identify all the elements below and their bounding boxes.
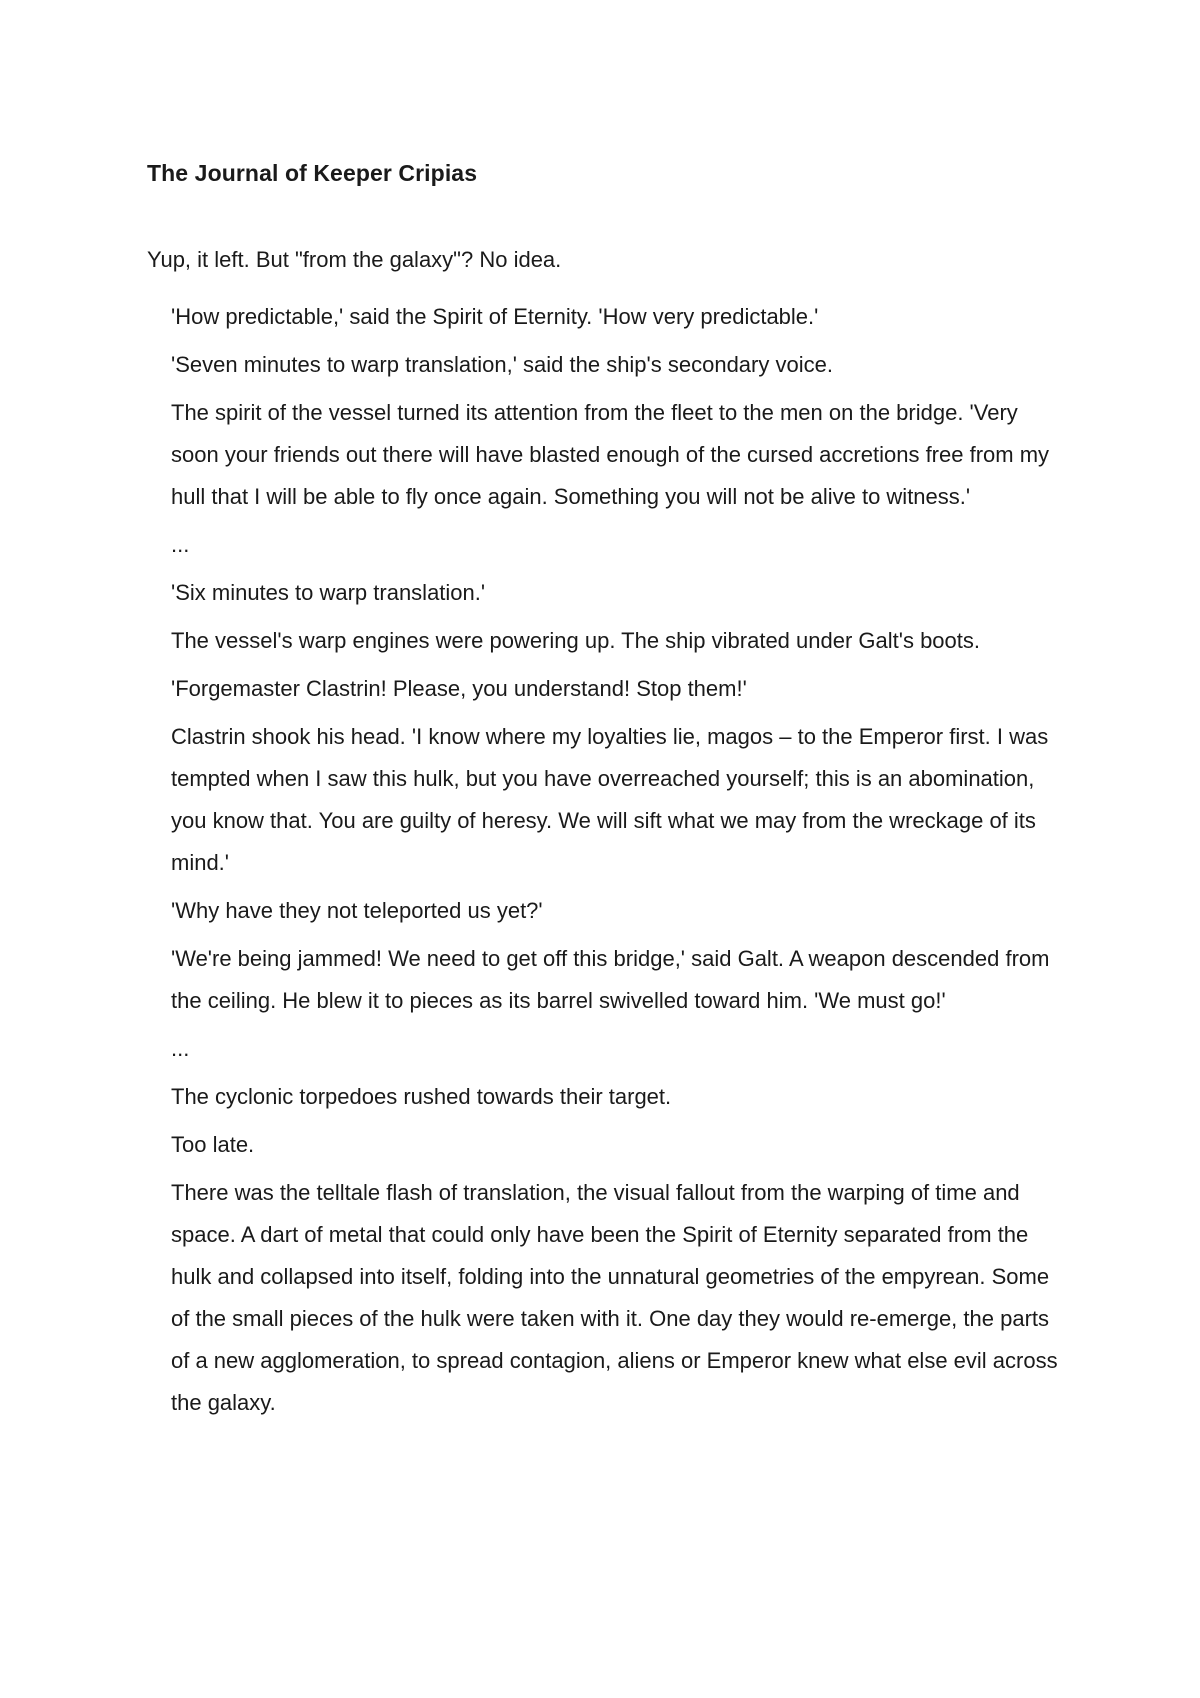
story-paragraph: 'Six minutes to warp translation.' xyxy=(171,580,486,605)
story-paragraph: The spirit of the vessel turned its attention from the fleet to the men on the bridge. 'Very soon your friends out there will have blasted enough of the cursed accretions free from my hull that I will be able to fly once again. Something you will not be alive to witness.' xyxy=(171,400,1050,509)
story-body xyxy=(171,296,1071,1430)
story-paragraph: 'How predictable,' said the Spirit of Eternity. 'How very predictable.' xyxy=(171,304,819,329)
story-paragraph: 'Why have they not teleported us yet?' xyxy=(171,898,543,923)
story-paragraph: The vessel's warp engines were powering up. The ship vibrated under Galt's boots. xyxy=(171,628,980,653)
story-paragraph: 'Forgemaster Clastrin! Please, you understand! Stop them!' xyxy=(171,676,747,701)
story-paragraph: Too late. xyxy=(171,1132,255,1157)
story-paragraph: 'Seven minutes to warp translation,' said the ship's secondary voice. xyxy=(171,352,833,377)
story-paragraph: 'We're being jammed! We need to get off this bridge,' said Galt. A weapon descended from the ceiling. He blew it to pieces as its barrel swivelled toward him. 'We must go!' xyxy=(171,946,1050,1013)
story-paragraph: Clastrin shook his head. 'I know where my loyalties lie, magos – to the Emperor first. I was tempted when I saw this hulk, but you have overreached yourself; this is an abomination, you know that. You are guilty of heresy. We will sift what we may from the wreckage of its mind.' xyxy=(171,724,1049,875)
intro-paragraph: Yup, it left. But "from the galaxy"? No idea. xyxy=(147,247,562,272)
document-title: The Journal of Keeper Cripias xyxy=(147,160,478,186)
story-paragraph: The cyclonic torpedoes rushed towards their target. xyxy=(171,1084,672,1109)
story-ellipsis: ... xyxy=(171,532,190,557)
story-paragraph: There was the telltale flash of translation, the visual fallout from the warping of time and space. A dart of metal that could only have been the Spirit of Eternity separated from the hulk and collapsed into itself, folding into the unnatural geometries of the empyrean. Some of the small pieces of the hulk were taken with it. One day they would re-emerge, the parts of a new agglomeration, to spread contagion, aliens or Emperor knew what else evil across the galaxy. xyxy=(171,1180,1058,1415)
story-ellipsis: ... xyxy=(171,1036,190,1061)
